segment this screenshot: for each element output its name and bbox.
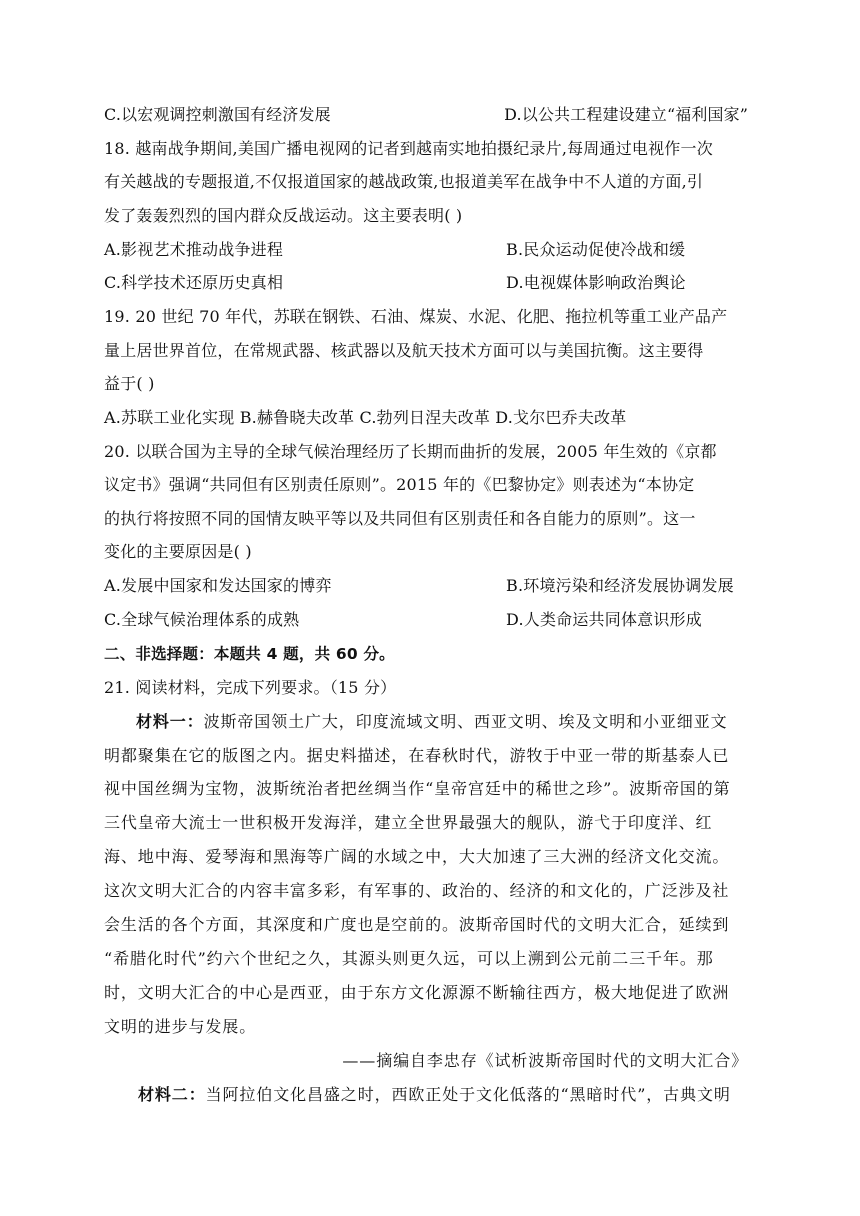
q19-stem-line-2: 量上居世界首位，在常规武器、核武器以及航天技术方面可以与美国抗衡。这主要得	[104, 341, 704, 360]
q20-option-a[interactable]: A.发展中国家和发达国家的博弈	[104, 576, 332, 595]
q18-stem-line-3: 发了轰轰烈烈的国内群众反战运动。这主要表明( )	[104, 206, 463, 225]
q21-material1-line-7: 会生活的各个方面，其深度和广度也是空前的。波斯帝国时代的文明大汇合，延续到	[104, 915, 730, 934]
section-2-heading: 二、非选择题：本题共 4 题，共 60 分。	[104, 645, 395, 663]
q20-options-row-1	[104, 575, 734, 597]
q18-options-row-2	[104, 272, 686, 294]
q20-option-c[interactable]: C.全球气候治理体系的成熟	[104, 610, 300, 629]
q19-stem-line-1: 19. 20 世纪 70 年代，苏联在钢铁、石油、煤炭、水泥、化肥、拖拉机等重工业产品产	[104, 307, 728, 326]
q21-material1-line-3: 视中国丝绸为宝物，波斯统治者把丝绸当作“皇帝宫廷中的稀世之珍”。波斯帝国的第	[104, 779, 731, 798]
material2-label: 材料二：	[138, 1085, 206, 1104]
q18-stem-line-2: 有关越战的专题报道,不仅报道国家的越战政策,也报道美军在战争中不人道的方面,引	[104, 172, 704, 191]
q21-material1-line-9: 时，文明大汇合的中心是西亚，由于东方文化源源不断输往西方，极大地促进了欧洲	[104, 983, 730, 1002]
q21-material1-line-8: “希腊化时代”约六个世纪之久，其源头则更久远，可以上溯到公元前二三千年。那	[104, 949, 714, 968]
q18-stem-line-1: 18. 越南战争期间,美国广播电视网的记者到越南实地拍摄纪录片,每周通过电视作一次	[104, 139, 713, 158]
q20-option-b[interactable]: B.环境污染和经济发展协调发展	[506, 576, 734, 595]
q20-stem-line-4: 变化的主要原因是( )	[104, 542, 252, 561]
q20-stem-line-2: 议定书》强调“共同但有区别责任原则”。2015 年的《巴黎协定》则表述为“本协定	[104, 475, 695, 494]
q19-options-row[interactable]: A.苏联工业化实现 B.赫鲁晓夫改革 C.勃列日涅夫改革 D.戈尔巴乔夫改革	[104, 408, 627, 427]
q21-material2-line-1: 材料二：当阿拉伯文化昌盛之时，西欧正处于文化低落的“黑暗时代”，古典文明	[138, 1085, 731, 1104]
q20-stem-line-1: 20. 以联合国为主导的全球气候治理经历了长期而曲折的发展，2005 年生效的《京都	[104, 442, 717, 461]
q17-options-row	[104, 104, 749, 126]
q21-material1-source: ——摘编自李忠存《试析波斯帝国时代的文明大汇合》	[342, 1051, 748, 1070]
q21-material1-line-6: 这次文明大汇合的内容丰富多彩，有军事的、政治的、经济的和文化的，广泛涉及社	[104, 881, 730, 900]
q21-material1-line-4: 三代皇帝大流士一世积极开发海洋，建立全世界最强大的舰队，游弋于印度洋、红	[104, 813, 713, 832]
material1-label: 材料一：	[136, 712, 204, 731]
q21-material1-line-5: 海、地中海、爱琴海和黑海等广阔的水域之中，大大加速了三大洲的经济文化交流。	[104, 847, 730, 866]
q21-material1-line-2: 明都聚集在它的版图之内。据史料描述，在春秋时代，游牧于中亚一带的斯基泰人已	[104, 746, 730, 765]
q18-option-b[interactable]: B.民众运动促使冷战和缓	[506, 240, 686, 259]
q21-material1-line-10: 文明的进步与发展。	[104, 1017, 257, 1036]
q20-stem-line-3: 的执行将按照不同的国情友映平等以及共同但有区别责任和各自能力的原则”。这一	[104, 509, 696, 528]
q18-option-c[interactable]: C.科学技术还原历史真相	[104, 273, 284, 292]
q19-stem-line-3: 益于( )	[104, 374, 155, 393]
q18-options-row-1	[104, 239, 686, 261]
q21-material1-line-1: 材料一：波斯帝国领土广大，印度流域文明、西亚文明、埃及文明和小亚细亚文	[136, 712, 728, 731]
q18-option-a[interactable]: A.影视艺术推动战争进程	[104, 240, 284, 259]
q17-option-d[interactable]: D.以公共工程建设建立“福利国家”	[504, 105, 749, 124]
q21-stem: 21. 阅读材料，完成下列要求。（15 分）	[104, 678, 397, 697]
q20-option-d[interactable]: D.人类命运共同体意识形成	[506, 610, 702, 629]
q18-option-d[interactable]: D.电视媒体影响政治舆论	[506, 273, 686, 292]
q17-option-c[interactable]: C.以宏观调控刺激国有经济发展	[104, 105, 331, 124]
q20-options-row-2	[104, 609, 702, 631]
